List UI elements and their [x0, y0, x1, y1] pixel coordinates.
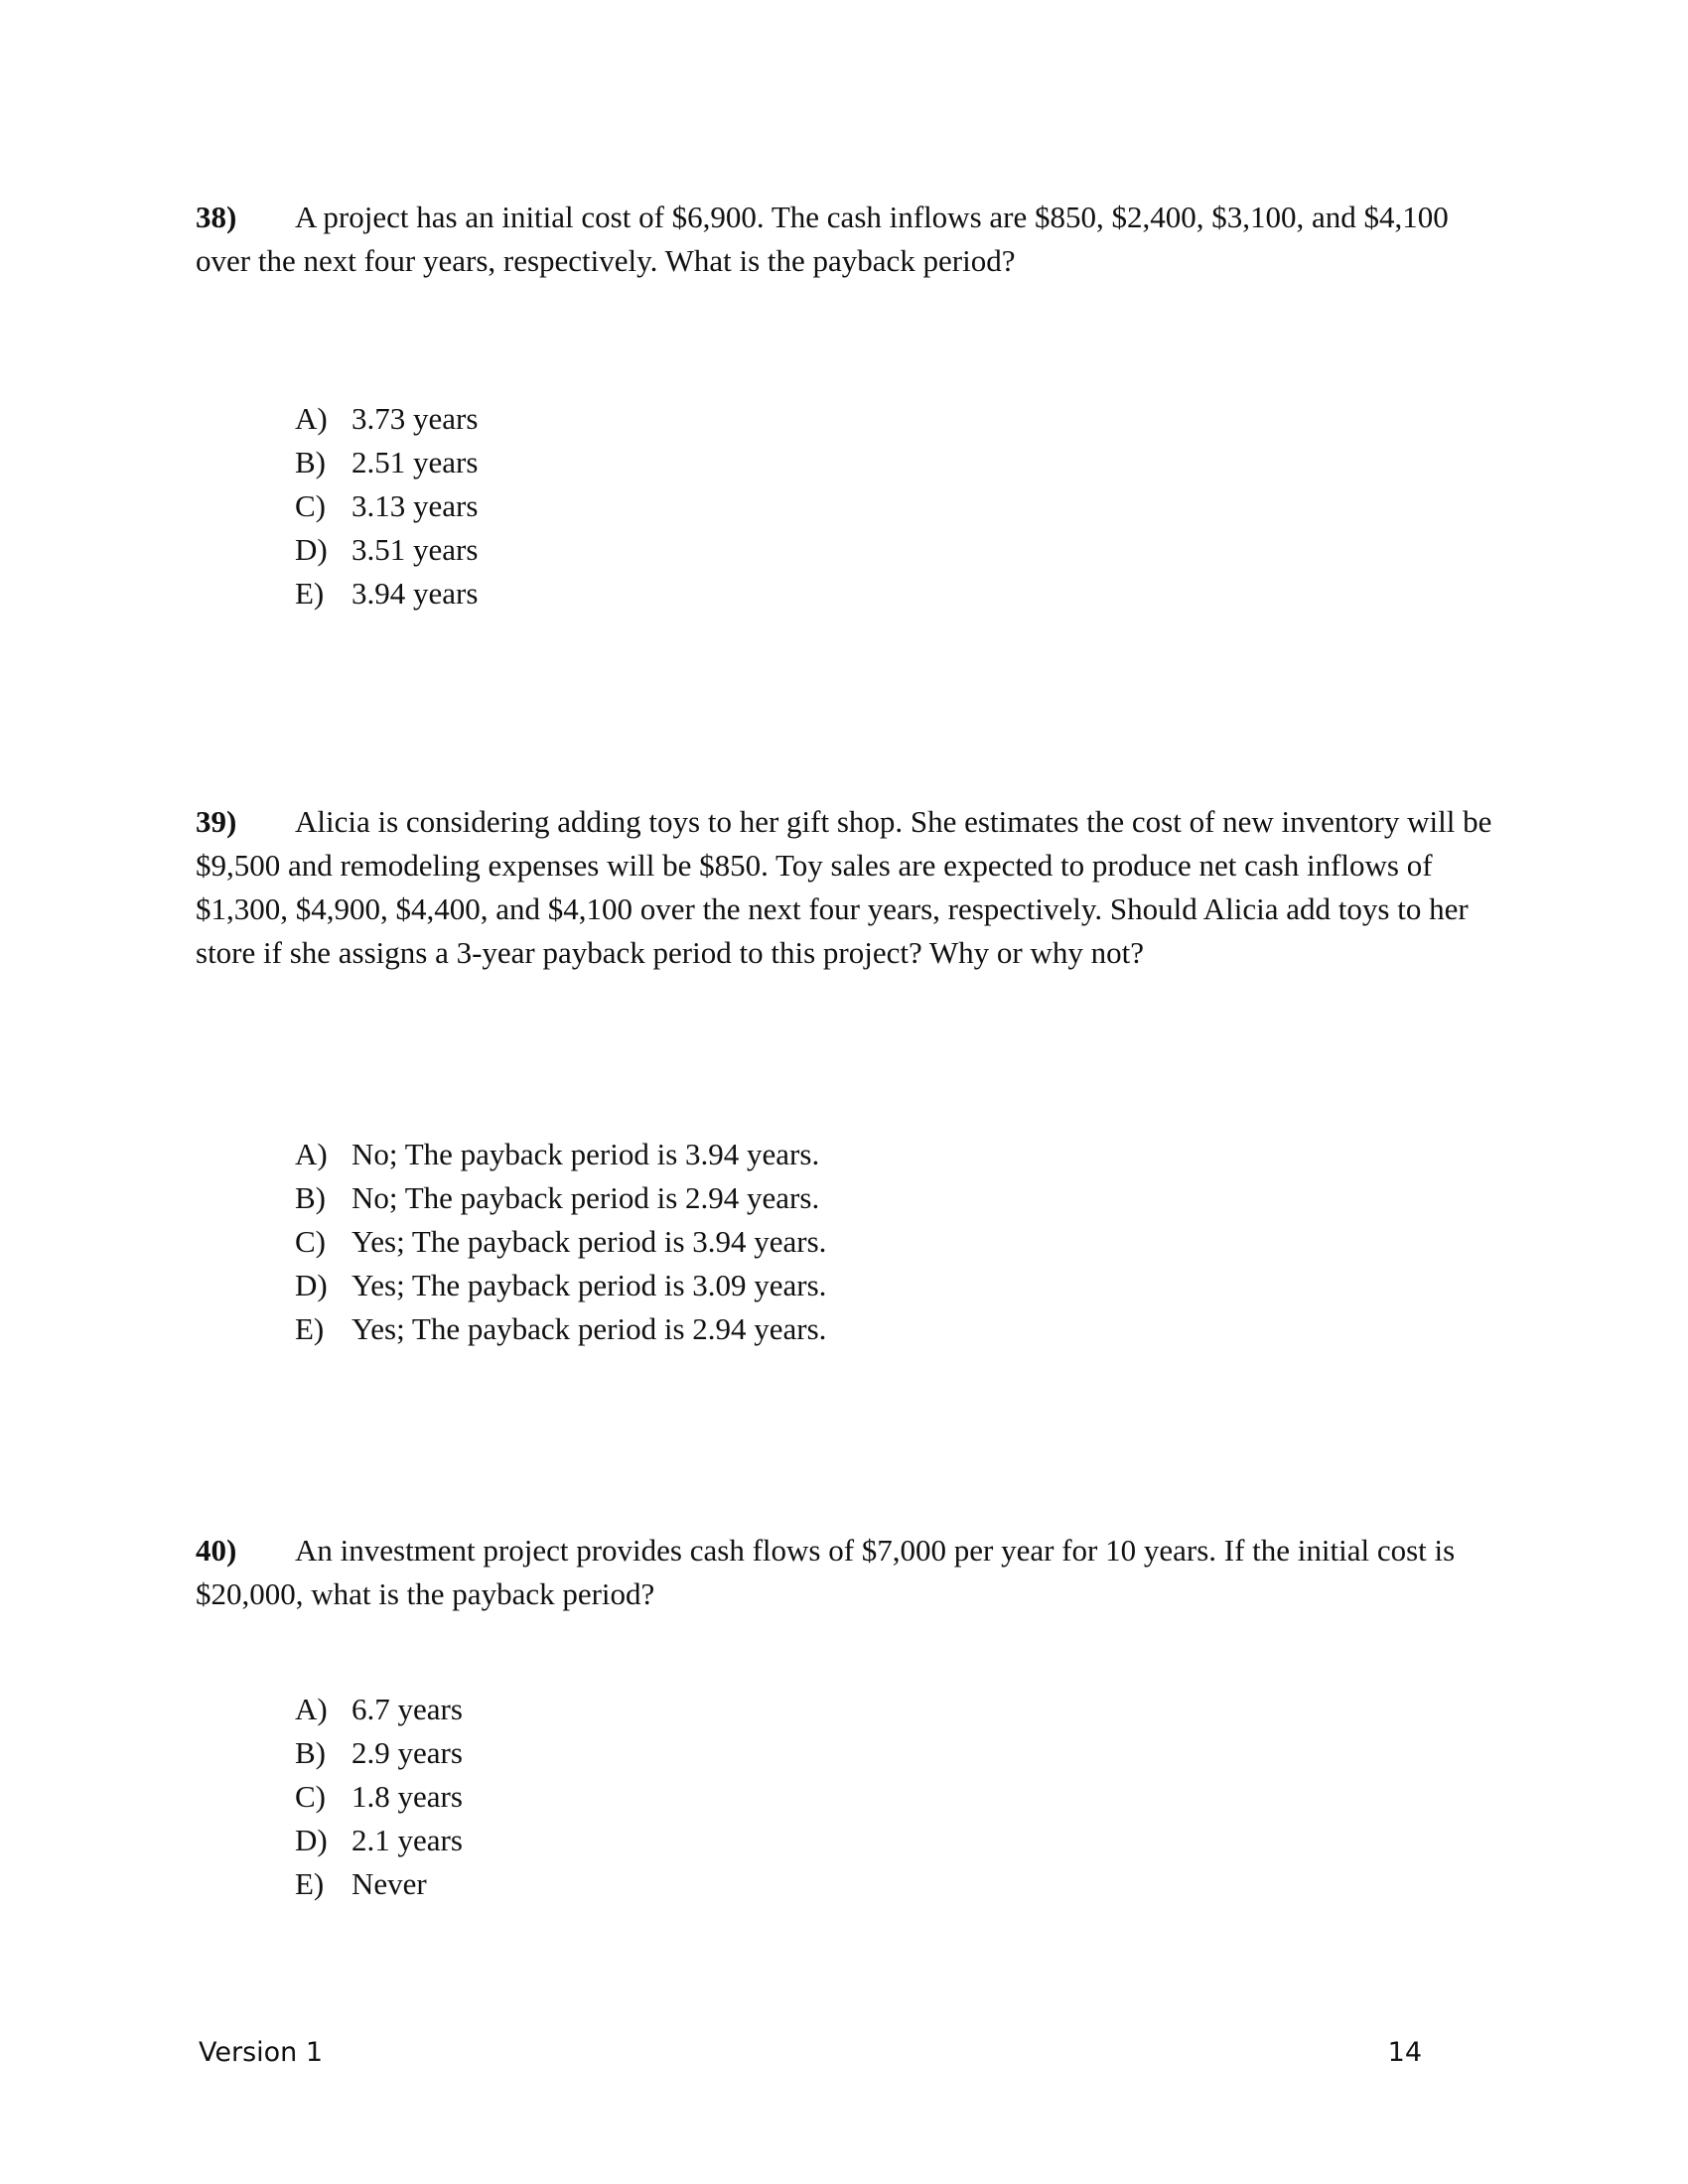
question-stem [196, 800, 1496, 975]
choice-letter: B) [295, 1735, 326, 1770]
choice-letter: E) [295, 576, 325, 611]
answer-choice-b [295, 1176, 826, 1220]
choice-text: 3.13 years [352, 488, 479, 523]
choice-letter: B) [295, 1180, 326, 1215]
choice-letter: B) [295, 445, 326, 479]
choice-text: Yes; The payback period is 2.94 years. [352, 1311, 827, 1346]
answer-choice-e [295, 1307, 826, 1351]
question-38 [196, 196, 1496, 611]
choice-text: Never [352, 1866, 427, 1901]
choice-text: No; The payback period is 2.94 years. [352, 1180, 820, 1215]
answer-choices [295, 1688, 463, 1906]
choice-text: 3.73 years [352, 401, 479, 436]
answer-choice-d [295, 1264, 826, 1307]
question-40 [196, 1529, 1496, 1901]
footer-version: Version 1 [199, 2037, 324, 2068]
answer-choice-e [295, 1862, 463, 1906]
choice-text: 3.94 years [352, 576, 479, 611]
answer-choice-c [295, 1775, 463, 1819]
answer-choice-c [295, 1220, 826, 1264]
choice-text: Yes; The payback period is 3.09 years. [352, 1268, 827, 1302]
answer-choice-b [295, 1731, 463, 1775]
question-number: 38) [196, 200, 237, 234]
choice-text: 1.8 years [352, 1779, 463, 1814]
choice-text: 2.51 years [352, 445, 479, 479]
choice-letter: C) [295, 1224, 326, 1259]
question-stem [196, 1529, 1496, 1616]
answer-choice-d [295, 1819, 463, 1862]
choice-letter: A) [295, 401, 328, 436]
choice-letter: C) [295, 488, 326, 523]
choice-letter: D) [295, 532, 328, 567]
choice-letter: D) [295, 1823, 328, 1857]
answer-choice-a [295, 1688, 463, 1731]
question-number: 40) [196, 1533, 237, 1568]
question-number: 39) [196, 804, 237, 839]
choice-letter: E) [295, 1866, 325, 1901]
choice-text: No; The payback period is 3.94 years. [352, 1137, 820, 1171]
answer-choice-d [295, 528, 478, 572]
choice-text: 2.9 years [352, 1735, 463, 1770]
question-text: An investment project provides cash flows of $7,000 per year for 10 years. If the initial cost is $20,000, what is the payback period? [196, 1533, 1456, 1611]
choice-letter: A) [295, 1137, 328, 1171]
choice-text: Yes; The payback period is 3.94 years. [352, 1224, 827, 1259]
choice-text: 6.7 years [352, 1692, 463, 1726]
choice-text: 2.1 years [352, 1823, 463, 1857]
choice-letter: A) [295, 1692, 328, 1726]
page-number: 14 [1387, 2037, 1422, 2068]
choice-letter: D) [295, 1268, 328, 1302]
answer-choice-a [295, 1133, 826, 1176]
answer-choice-a [295, 397, 478, 441]
question-39 [196, 800, 1496, 1346]
answer-choice-b [295, 441, 478, 484]
answer-choice-e [295, 572, 478, 615]
choice-text: 3.51 years [352, 532, 479, 567]
question-stem [196, 196, 1496, 283]
answer-choice-c [295, 484, 478, 528]
question-text: A project has an initial cost of $6,900. The cash inflows are $850, $2,400, $3,100, and $4,100 over the next four years, respectively. What is the payback period? [196, 200, 1449, 278]
question-text: Alicia is considering adding toys to her gift shop. She estimates the cost of new inventory will be $9,500 and remodeling expenses will be $850. Toy sales are expected to produce net cash inflows of $1,300, $4,900, $4,400, and $4,100 over the next four years, respectively. Should Alicia add toys to her store if she assigns a 3-year payback period to this project? Why or why not? [196, 804, 1492, 970]
choice-letter: C) [295, 1779, 326, 1814]
answer-choices [295, 1133, 826, 1351]
choice-letter: E) [295, 1311, 325, 1346]
answer-choices [295, 397, 478, 615]
